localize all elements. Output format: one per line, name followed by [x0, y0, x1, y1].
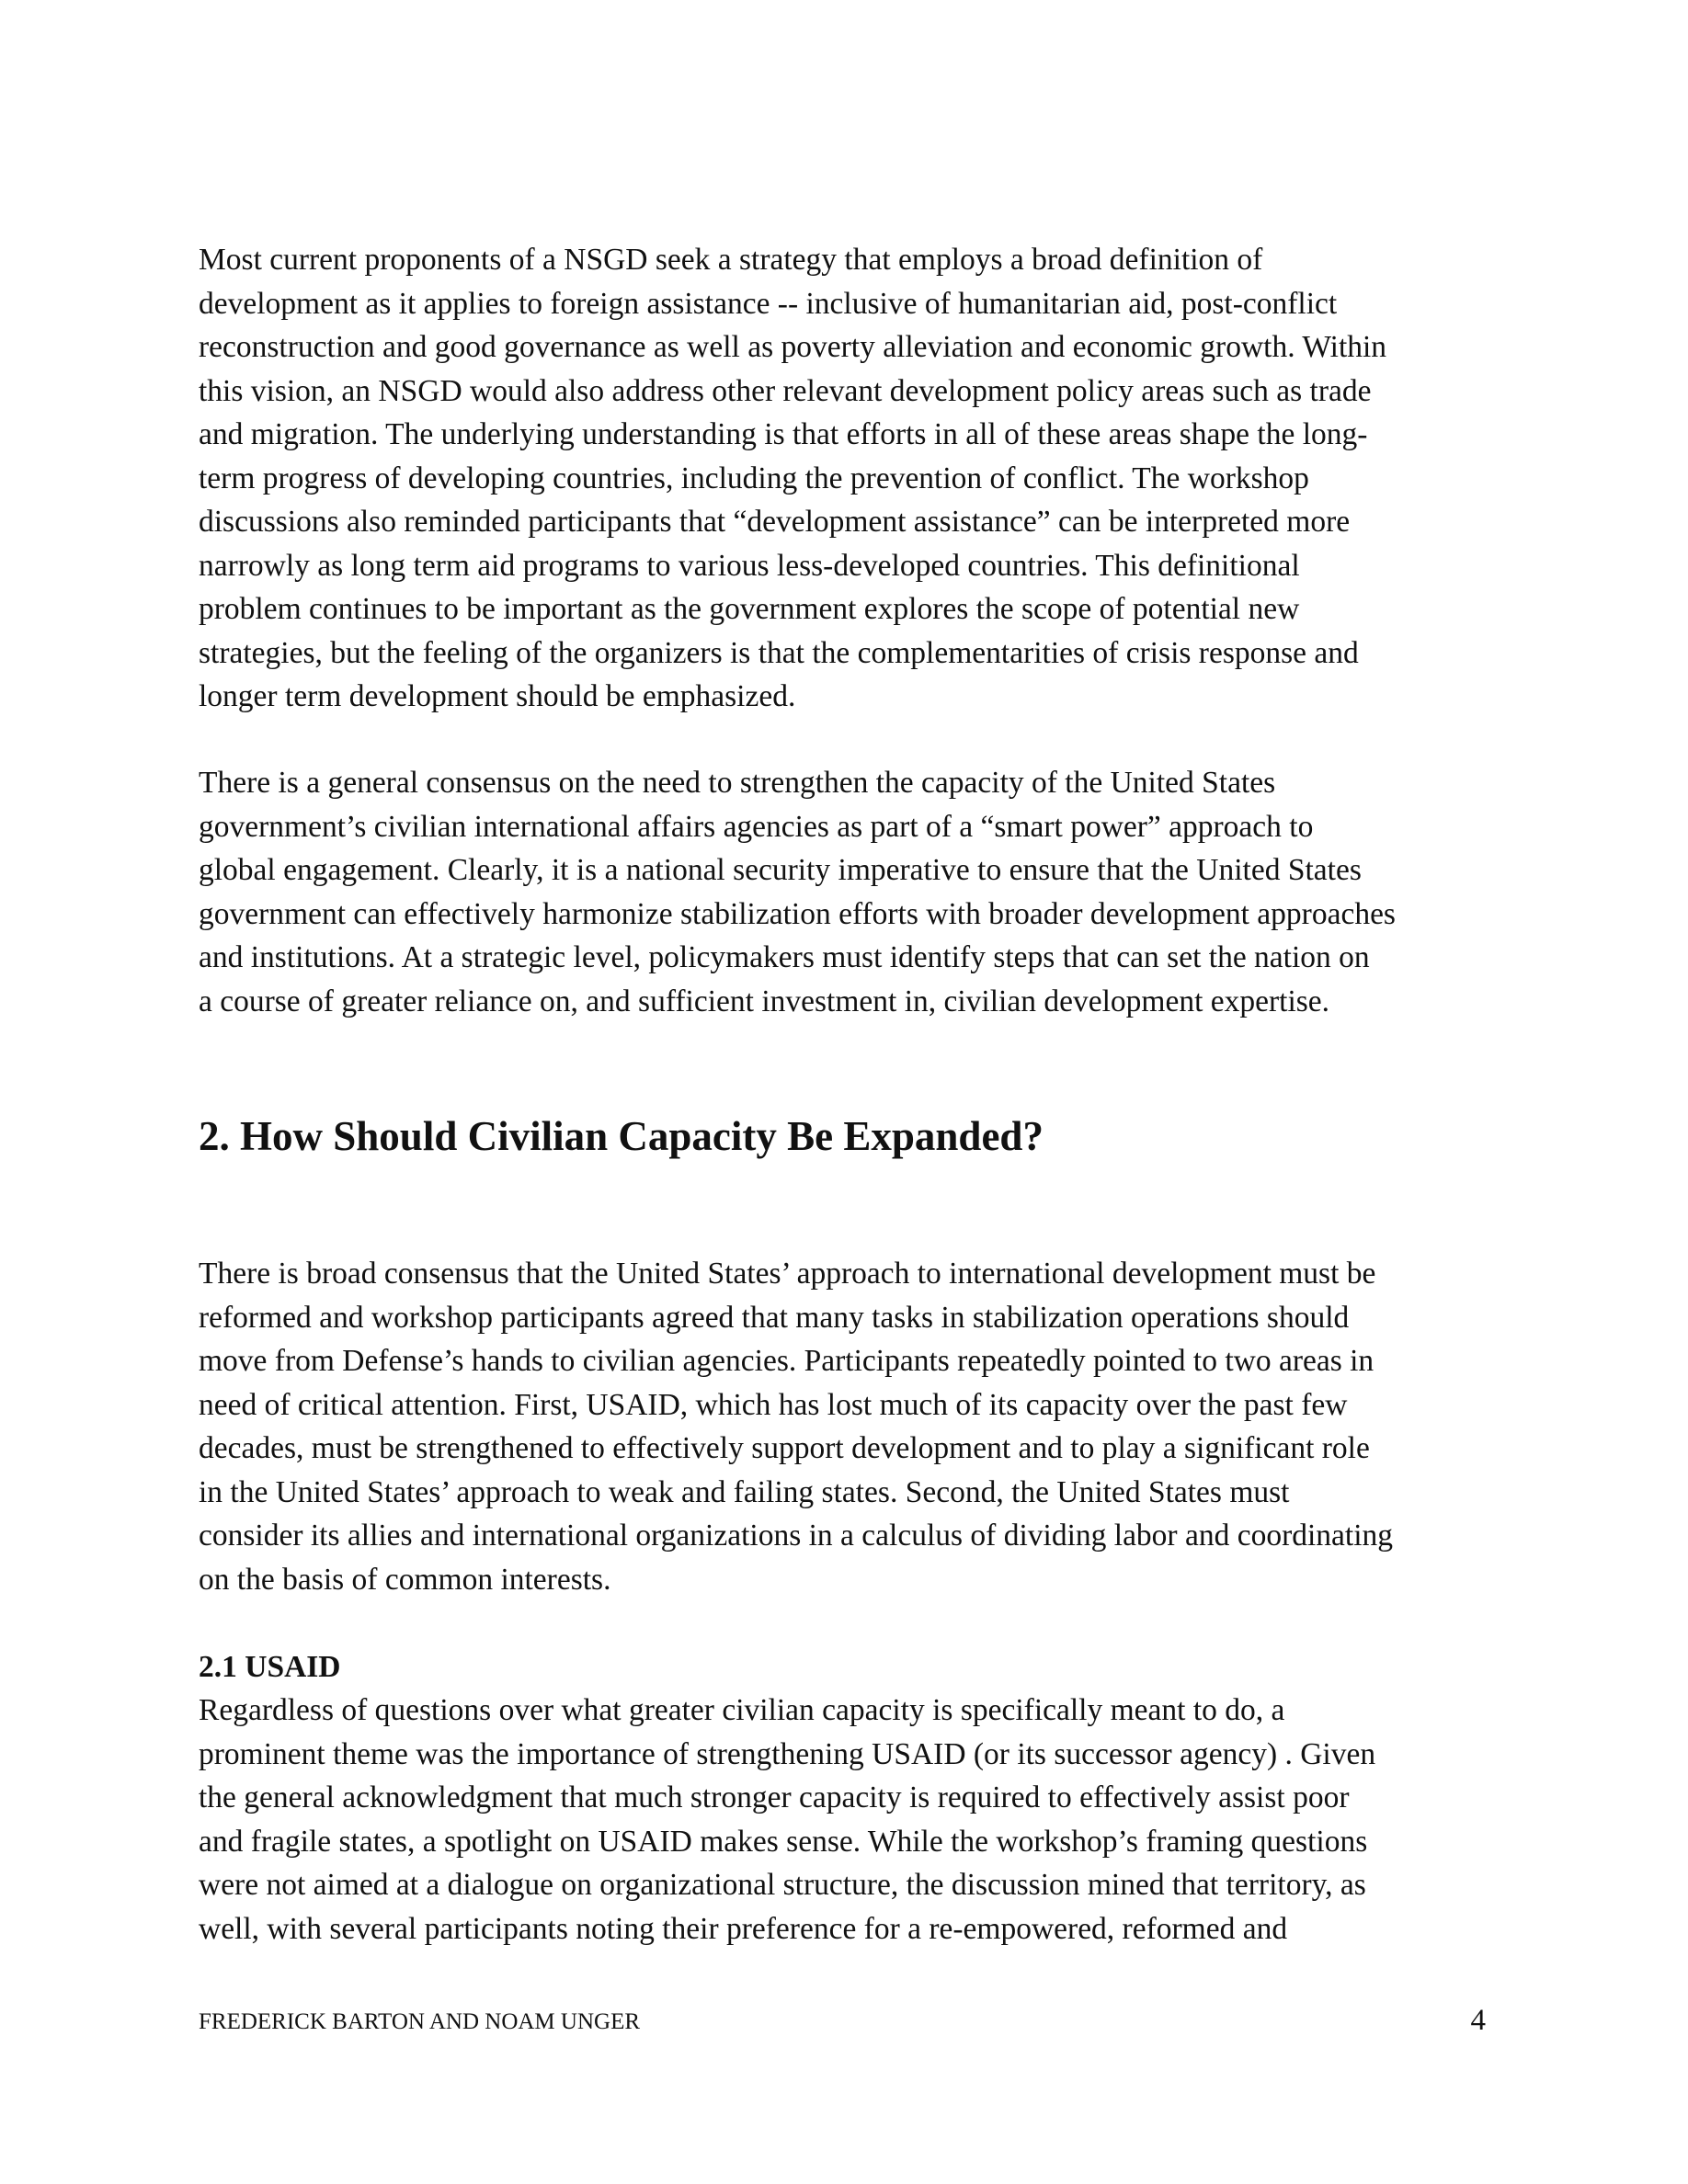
- text-line: need of critical attention. First, USAID, which has lost much of its capacity over the past few: [199, 1387, 1348, 1422]
- text-line: Most current proponents of a NSGD seek a strategy that employs a broad definition of: [199, 243, 1263, 277]
- text-line: consider its allies and international organizations in a calculus of dividing labor and coordinating: [199, 1519, 1394, 1553]
- text-line: a course of greater reliance on, and sufficient investment in, civilian development expertise.: [199, 984, 1330, 1018]
- footer-authors: FREDERICK BARTON AND NOAM UNGER: [199, 2009, 641, 2034]
- paragraph-usaid: [199, 1689, 1375, 1951]
- text-line: There is broad consensus that the United States’ approach to international development must be: [199, 1257, 1376, 1291]
- text-line: in the United States’ approach to weak and failing states. Second, the United States must: [199, 1474, 1290, 1509]
- paragraph-consensus-capacity: [199, 761, 1396, 1023]
- text-line: well, with several participants noting their preference for a re-empowered, reformed and: [199, 1911, 1288, 1946]
- text-line: term progress of developing countries, including the prevention of conflict. The workshop: [199, 461, 1309, 495]
- text-line: move from Defense’s hands to civilian agencies. Participants repeatedly pointed to two areas in: [199, 1344, 1374, 1378]
- text-line: the general acknowledgment that much stronger capacity is required to effectively assist poor: [199, 1780, 1350, 1814]
- text-line: reformed and workshop participants agreed that many tasks in stabilization operations should: [199, 1300, 1350, 1335]
- text-line: narrowly as long term aid programs to various less-developed countries. This definitional: [199, 548, 1300, 583]
- text-line: decades, must be strengthened to effectively support development and to play a significant role: [199, 1431, 1370, 1465]
- text-line: problem continues to be important as the government explores the scope of potential new: [199, 592, 1300, 626]
- paragraph-broad-consensus: [199, 1252, 1393, 1601]
- text-line: development as it applies to foreign assistance -- inclusive of humanitarian aid, post-conflict: [199, 286, 1338, 321]
- text-line: global engagement. Clearly, it is a national security imperative to ensure that the United States: [199, 853, 1362, 887]
- text-line: and migration. The underlying understanding is that efforts in all of these areas shape the long-: [199, 417, 1368, 451]
- page-number: 4: [1470, 2004, 1486, 2037]
- section-heading: 2. How Should Civilian Capacity Be Expanded?: [199, 1113, 1044, 1159]
- subsection-heading: 2.1 USAID: [199, 1650, 341, 1684]
- text-line: this vision, an NSGD would also address other relevant development policy areas such as trade: [199, 373, 1372, 408]
- text-line: government’s civilian international affairs agencies as part of a “smart power” approach to: [199, 809, 1314, 844]
- text-line: and institutions. At a strategic level, policymakers must identify steps that can set the nation on: [199, 940, 1370, 974]
- text-line: government can effectively harmonize stabilization efforts with broader development approaches: [199, 896, 1396, 931]
- text-line: prominent theme was the importance of strengthening USAID (or its successor agency) . Given: [199, 1736, 1376, 1771]
- text-line: strategies, but the feeling of the organizers is that the complementarities of crisis response and: [199, 635, 1359, 670]
- text-line: discussions also reminded participants that “development assistance” can be interpreted more: [199, 505, 1351, 539]
- text-line: longer term development should be emphasized.: [199, 679, 796, 713]
- text-line: reconstruction and good governance as well as poverty alleviation and economic growth. Within: [199, 330, 1387, 364]
- text-line: on the basis of common interests.: [199, 1562, 611, 1597]
- text-line: and fragile states, a spotlight on USAID makes sense. While the workshop’s framing questions: [199, 1824, 1368, 1859]
- text-line: There is a general consensus on the need to strengthen the capacity of the United States: [199, 766, 1276, 800]
- text-line: Regardless of questions over what greater civilian capacity is specifically meant to do, a: [199, 1693, 1285, 1727]
- paragraph-nsgd-definition: [199, 238, 1386, 719]
- text-line: were not aimed at a dialogue on organizational structure, the discussion mined that territory, as: [199, 1868, 1366, 1902]
